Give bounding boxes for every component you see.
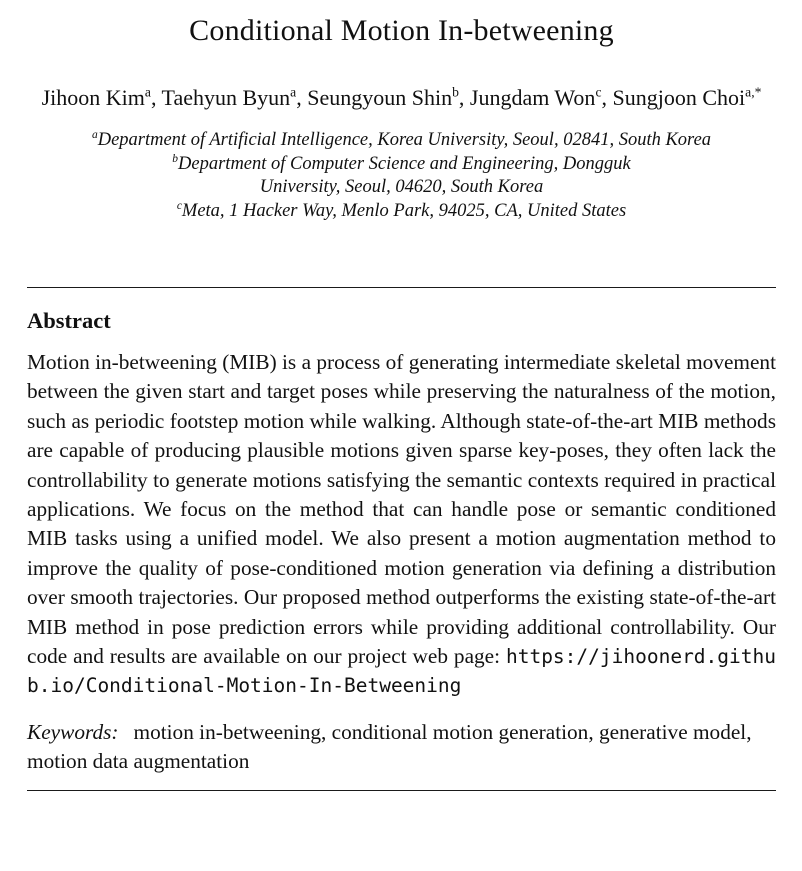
author-name: Seungyoun Shin$^b$ — [307, 84, 459, 110]
affiliation-line: $^a$Department of Artificial Intelligence, Korea University, Seoul, 02841, South Korea — [91, 128, 712, 150]
affiliation-mark: a — [91, 128, 98, 141]
abstract-paragraph — [27, 348, 776, 701]
abstract-heading: Abstract — [27, 308, 111, 333]
author-name: Sungjoon Choi$^{a,*}$ — [612, 84, 762, 110]
author-affiliation-mark: a — [144, 84, 151, 100]
author-name: Jungdam Won$^c$ — [469, 84, 602, 110]
keywords-line — [27, 718, 776, 777]
affiliation-line: $^c$Meta, 1 Hacker Way, Menlo Park, 94025, CA, United States — [176, 199, 627, 221]
author-name: Taehyun Byun$^a$ — [161, 84, 297, 110]
author-affiliation-mark: a,* — [745, 84, 762, 100]
author-name: Jihoon Kim$^a$ — [41, 84, 151, 110]
top-divider — [27, 287, 776, 288]
affiliation-mark: b — [172, 152, 179, 165]
author-affiliation-mark: a — [290, 84, 297, 100]
bottom-divider — [27, 790, 776, 791]
abstract-text: Motion in-betweening (MIB) is a process of generating intermediate skeletal movement between the given start and target poses while preserving the naturalness of the motion, such as periodic footstep motion while walking. Although state-of-the-art MIB methods are capable of producing plausible motions given sparse key-poses, they often lack the controllability to generate motions satisfying the semantic contexts required in practical applications. We focus on the method that can handle pose or semantic conditioned MIB tasks using a unified model. We also present a motion augmentation method to improve the quality of pose-conditioned motion generation via defining a distribution over smooth trajectories. Our proposed method outperforms the existing state-of-the-art MIB method in pose prediction errors while providing additional controllability. Our code and results are available on our project web page: — [27, 350, 776, 669]
affiliation-mark: c — [176, 199, 182, 212]
project-url-link[interactable]: https://jihoonerd.github.io/Conditional-Motion-In-Betweening — [27, 645, 776, 698]
affiliations-block — [27, 129, 776, 223]
paper-title: Conditional Motion In-betweening — [189, 14, 614, 47]
keywords-label: Keywords: — [27, 719, 119, 744]
author-affiliation-mark: b — [452, 84, 459, 100]
affiliation-line: University, Seoul, 04620, South Korea — [259, 177, 544, 197]
author-line: Jihoon Kim$^a$, Taehyun Byun$^a$, Seungyoun Shin$^b$, Jungdam Won$^c$, Sungjoon Choi$^{a,*}$ — [41, 84, 762, 110]
keywords-text: motion in-betweening, conditional motion generation, generative model, motion data augmentation — [27, 719, 752, 774]
affiliation-line: $^b$Department of Computer Science and Engineering, Dongguk — [172, 152, 631, 174]
author-affiliation-mark: c — [595, 84, 602, 100]
